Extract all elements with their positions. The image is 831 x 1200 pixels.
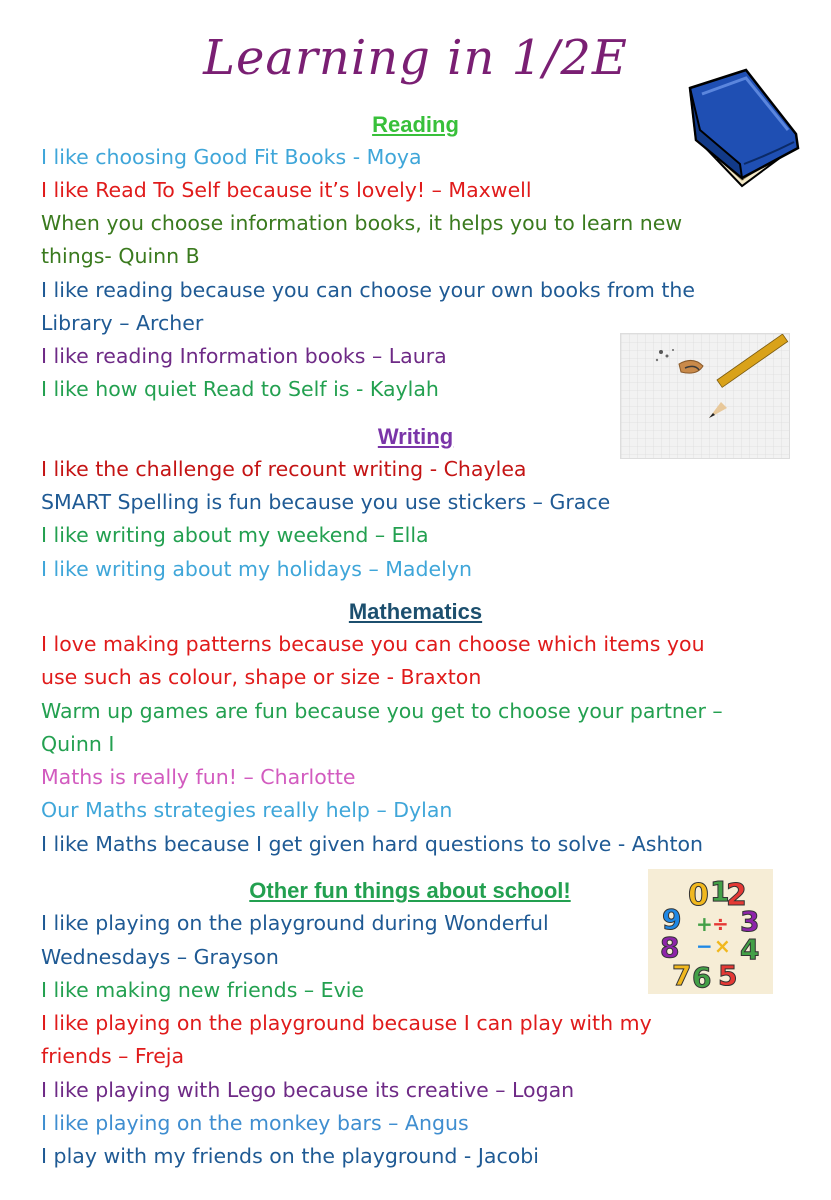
comment-line: I like playing on the playground during Wonderful — [41, 911, 549, 935]
comment-line: I like reading Information books – Laura — [41, 344, 447, 368]
comment-line: Warm up games are fun because you get to choose your partner – — [41, 699, 723, 723]
comment-line: I like playing on the monkey bars – Angus — [41, 1111, 469, 1135]
comment-line: Maths is really fun! – Charlotte — [41, 765, 356, 789]
section-heading-mathematics: Mathematics — [348, 599, 483, 624]
comment-line: I like Read To Self because it’s lovely! – Maxwell — [41, 178, 532, 202]
comment-line: Quinn I — [41, 732, 115, 756]
svg-text:5: 5 — [718, 959, 738, 992]
svg-text:7: 7 — [672, 959, 692, 992]
section-heading-reading: Reading — [372, 112, 459, 137]
svg-text:÷: ÷ — [712, 912, 729, 936]
comment-line: I like writing about my weekend – Ella — [41, 523, 429, 547]
comment-line: When you choose information books, it helps you to learn new — [41, 211, 683, 235]
svg-text:−: − — [696, 934, 713, 958]
comment-line: Wednesdays – Grayson — [41, 945, 279, 969]
comment-line: I like making new friends – Evie — [41, 978, 365, 1002]
svg-text:8: 8 — [660, 931, 680, 964]
comment-line: I like how quiet Read to Self is - Kaylah — [41, 377, 439, 401]
svg-text:3: 3 — [740, 905, 760, 938]
svg-text:6: 6 — [692, 961, 712, 994]
comment-line: I like the challenge of recount writing - Chaylea — [41, 457, 527, 481]
comment-line: friends – Freja — [41, 1044, 185, 1068]
section-heading-writing: Writing — [377, 424, 454, 449]
comment-line: Library – Archer — [41, 311, 204, 335]
comment-line: I like Maths because I get given hard questions to solve - Ashton — [41, 832, 704, 856]
comment-line: I play with my friends on the playground - Jacobi — [41, 1144, 539, 1168]
svg-text:9: 9 — [662, 903, 682, 936]
comment-line: I like playing with Lego because its creative – Logan — [41, 1078, 575, 1102]
svg-text:4: 4 — [740, 933, 760, 966]
comment-line: use such as colour, shape or size - Braxton — [41, 665, 482, 689]
comment-line: SMART Spelling is fun because you use stickers – Grace — [41, 490, 611, 514]
svg-text:2: 2 — [726, 878, 747, 913]
comment-line: things- Quinn B — [41, 244, 200, 268]
comment-line: I love making patterns because you can choose which items you — [41, 632, 705, 656]
svg-text:0: 0 — [688, 878, 709, 913]
page-title: Learning in 1/2E — [203, 30, 628, 86]
comment-line: Our Maths strategies really help – Dylan — [41, 798, 453, 822]
comment-line: I like writing about my holidays – Madelyn — [41, 557, 472, 581]
comment-line: I like choosing Good Fit Books - Moya — [41, 145, 422, 169]
section-heading-other: Other fun things about school! — [249, 878, 571, 903]
svg-text:1: 1 — [710, 875, 730, 908]
comment-line: I like reading because you can choose your own books from the — [41, 278, 696, 302]
comment-line: I like playing on the playground because I can play with my — [41, 1011, 652, 1035]
svg-text:+: + — [696, 912, 713, 936]
svg-text:×: × — [714, 934, 731, 958]
